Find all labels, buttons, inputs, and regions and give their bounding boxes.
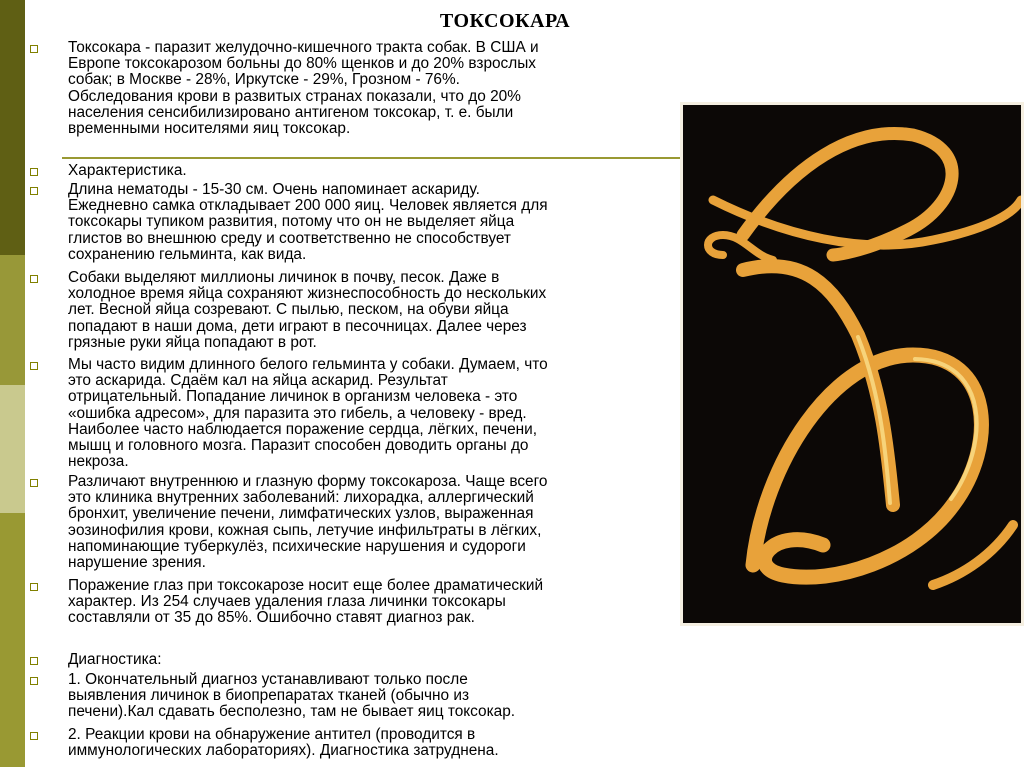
square-bullet-icon [30,362,38,370]
slide-title: ТОКСОКАРА [439,10,571,32]
paragraph-text: Токсокара - паразит желудочно-кишечного тракта собак. В США и Европе токсокарозом больны до 80% щенков и до 20% взрослых собак; в Москве - 28%, Иркутске - 29%, Грозном - 76%. Обследования крови в развитых странах показали, что до 20% населения сенсибилизировано антигеном токсокар, т. е. были временными носителями яиц токсокар. [68,39,539,138]
left-bar-light-segment [0,385,25,513]
paragraph-item [30,163,680,179]
paragraph-text: Длина нематоды - 15-30 см. Очень напоминает аскариду. Ежедневно самка откладывает 200 000 яиц. Человек является для токсокары тупиком развития, потому что он не выделяет яйца глистов во внешнюю среду и соответственно не способствует сохранению гельминта, как вида. [68,181,548,263]
square-bullet-icon [30,479,38,487]
paragraph-item [30,578,680,627]
paragraph-text: Собаки выделяют миллионы личинок в почву, песок. Даже в холодное время яйца сохраняют жизнеспособность до нескольких лет. Весной яйца созревают. С пылью, песком, на обуви яйца попадают в наши дома, дети играют в песочницах. Далее через грязные руки яйца попадают в рот. [68,269,547,351]
paragraph-item [30,270,680,351]
square-bullet-icon [30,45,38,53]
paragraph-text: Различают внутреннюю и глазную форму токсокароза. Чаще всего это клиника внутренних заболеваний: лихорадка, аллергический бронхит, увеличение печени, лимфатических узлов, выраженная эозинофилия крови, кожная сыпь, летучие инфильтраты в лёгких, напоминающие туберкулёз, психические нарушения и судороги нарушение зрения. [68,473,548,572]
section-divider [62,157,680,159]
paragraph-item [30,652,680,668]
worm-illustration [683,105,1021,623]
square-bullet-icon [30,187,38,195]
paragraph-item [30,474,680,571]
square-bullet-icon [30,657,38,665]
paragraph-item [30,40,680,137]
paragraph-text: 2. Реакции крови на обнаружение антител (проводится в иммунологических лабораториях). Диагностика затруднена. [68,726,499,760]
left-bar-bottom-segment [0,513,25,767]
paragraph-item [30,727,680,759]
paragraph-text: Мы часто видим длинного белого гельминта у собаки. Думаем, что это аскарида. Сдаём кал на яйца аскарид. Результат отрицательный. Попадание личинок в организм человека - это «ошибка адресом», для паразита это гибель, а человеку - вред. Наиболее часто наблюдается поражение сердца, лёгких, печени, мышц и головного мозга. Паразит способен доводить органы до некроза. [68,356,548,471]
paragraph-text: Поражение глаз при токсокарозе носит еще более драматический характер. Из 254 случаев удаления глаза личинки токсокары составляли от 35 до 85%. Ошибочно ставят диагноз рак. [68,577,544,627]
paragraph-item [30,357,680,470]
paragraph-item [30,182,680,263]
paragraph-text: Диагностика: [68,651,162,668]
left-decorative-bar [0,0,25,767]
paragraph-text: 1. Окончательный диагноз устанавливают только после выявления личинок в биопрепаратах тканей (обычно из печени).Кал сдавать бесполезно, там не бывает яиц токсокар. [68,671,516,721]
square-bullet-icon [30,275,38,283]
left-bar-mid-segment [0,255,25,385]
paragraph-item [30,672,680,721]
photo-background [683,105,1021,623]
square-bullet-icon [30,732,38,740]
left-bar-dark-segment [0,0,25,255]
square-bullet-icon [30,583,38,591]
square-bullet-icon [30,677,38,685]
square-bullet-icon [30,168,38,176]
toxocara-worm-photo [680,102,1024,626]
paragraph-text: Характеристика. [68,162,187,179]
